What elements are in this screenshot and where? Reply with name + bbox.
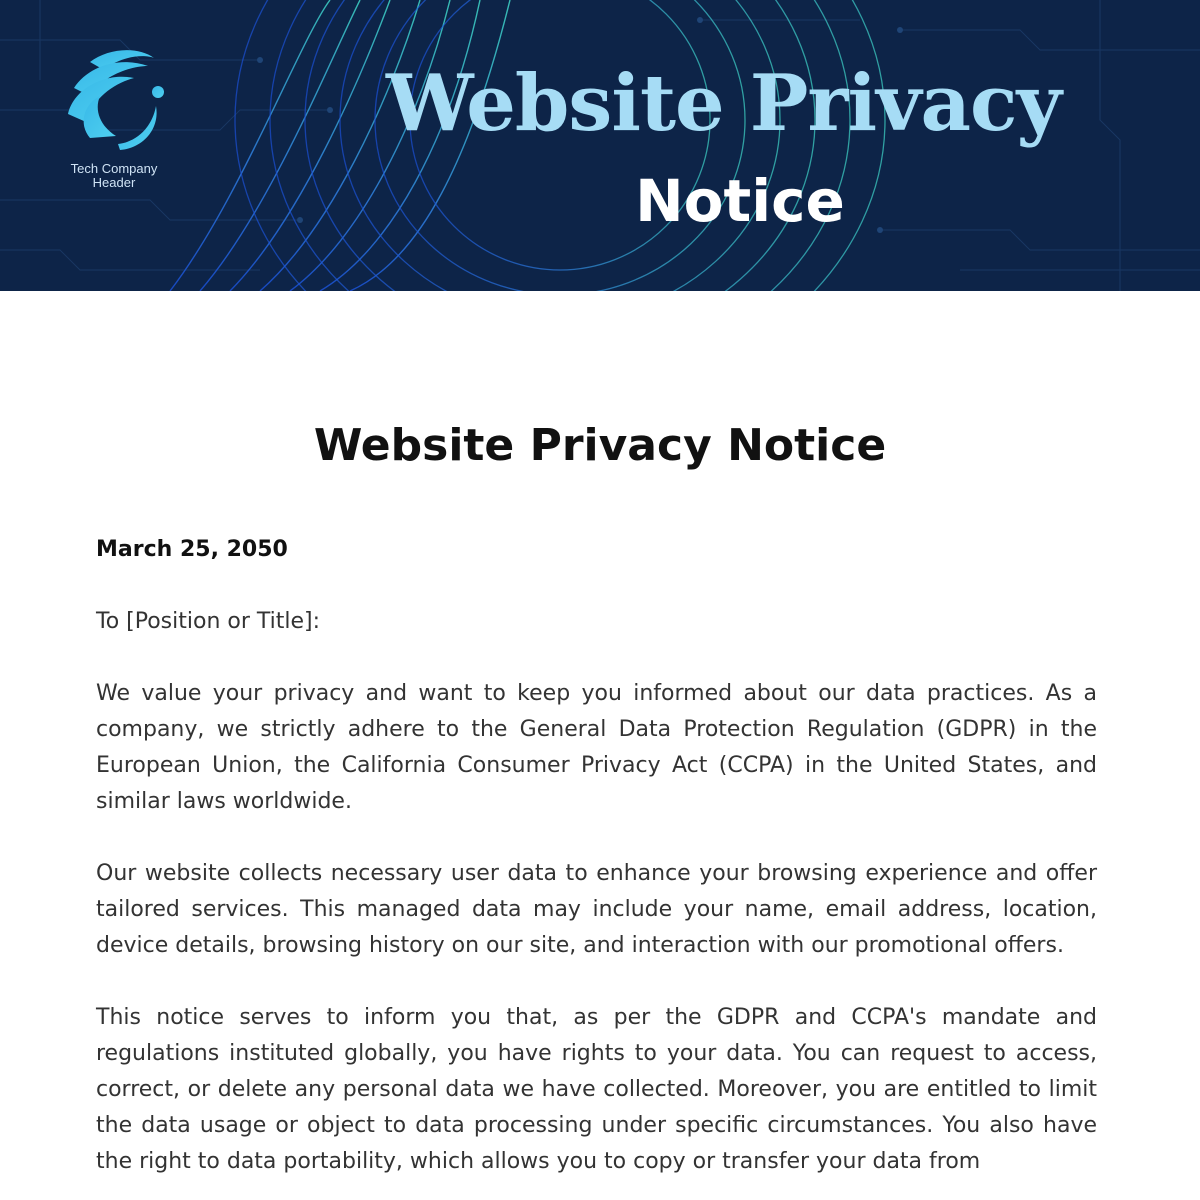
logo-text-line2: Header — [92, 175, 136, 190]
body-paragraph: Our website collects necessary user data to enhance your browsing experience and offer tailored services. This managed data may include your name, email address, location, device details, browsing history on our site, and interaction with our promotional offers. — [96, 861, 1097, 958]
logo-text-line1: Tech Company — [70, 161, 158, 176]
logo-text — [56, 162, 172, 190]
logo-mark-icon — [60, 44, 168, 156]
banner-title: Website Privacy — [386, 58, 1061, 149]
header-banner — [0, 0, 1200, 291]
body-paragraph: We value your privacy and want to keep you informed about our data practices. As a company, we strictly adhere to the General Data Protection Regulation (GDPR) in the European Union, the California Consumer Privacy Act (CCPA) in the United States, and similar laws worldwide. — [96, 681, 1097, 814]
document-title: Website Privacy Notice — [313, 420, 887, 471]
document-body — [96, 532, 1097, 1200]
body-paragraph: This notice serves to inform you that, as per the GDPR and CCPA's mandate and regulations instituted globally, you have rights to your data. You can request to access, correct, or delete any personal data we have collected. Moreover, you are entitled to limit the data usage or object to data processing under specific circumstances. You also have the right to data portability, which allows you to copy or transfer your data from — [96, 1005, 1097, 1174]
salutation: To [Position or Title]: — [96, 609, 321, 634]
document-date: March 25, 2050 — [96, 537, 288, 562]
banner-subtitle: Notice — [635, 167, 845, 235]
company-logo — [56, 44, 172, 194]
